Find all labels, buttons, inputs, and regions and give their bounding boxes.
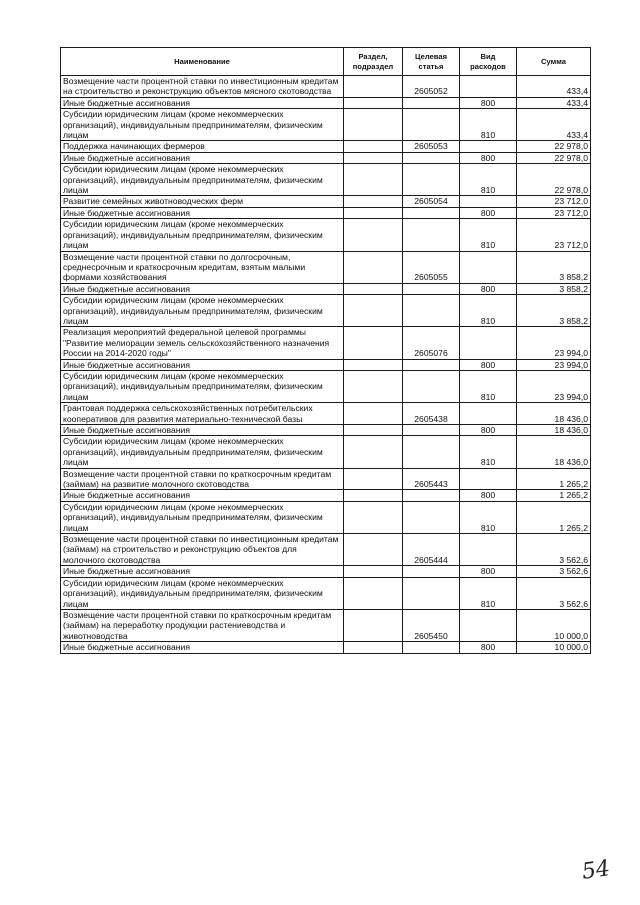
cell-target [403, 566, 460, 577]
table-row [61, 152, 591, 163]
cell-sum: 23 712,0 [517, 219, 591, 251]
table-row [61, 490, 591, 501]
cell-kind [460, 141, 517, 152]
cell-kind [460, 196, 517, 207]
cell-sum: 23 712,0 [517, 207, 591, 218]
cell-name: Субсидии юридическим лицам (кроме некоммерческих организаций), индивидуальным предпринимателям, физическим лицам [61, 109, 344, 141]
budget-table [60, 47, 591, 654]
table-row [61, 425, 591, 436]
table-row [61, 436, 591, 468]
cell-target [403, 642, 460, 653]
cell-kind: 800 [460, 97, 517, 108]
cell-target [403, 436, 460, 468]
cell-kind: 800 [460, 359, 517, 370]
cell-kind: 800 [460, 566, 517, 577]
cell-name: Иные бюджетные ассигнования [61, 207, 344, 218]
cell-target: 2605052 [403, 76, 460, 98]
cell-section [344, 490, 403, 501]
cell-section [344, 359, 403, 370]
cell-kind [460, 76, 517, 98]
cell-section [344, 196, 403, 207]
cell-sum: 1 265,2 [517, 490, 591, 501]
cell-target: 2605444 [403, 534, 460, 566]
cell-kind [460, 468, 517, 490]
cell-kind: 810 [460, 295, 517, 327]
cell-section [344, 403, 403, 425]
cell-section [344, 327, 403, 359]
cell-kind: 800 [460, 283, 517, 294]
cell-target [403, 577, 460, 609]
cell-name: Иные бюджетные ассигнования [61, 152, 344, 163]
cell-target: 2605076 [403, 327, 460, 359]
cell-sum: 1 265,2 [517, 468, 591, 490]
cell-target [403, 359, 460, 370]
cell-target [403, 152, 460, 163]
cell-target [403, 207, 460, 218]
table-row [61, 295, 591, 327]
cell-sum: 3 858,2 [517, 295, 591, 327]
cell-section [344, 370, 403, 402]
cell-target: 2605055 [403, 251, 460, 283]
page-number: 54 [580, 856, 612, 885]
cell-name: Иные бюджетные ассигнования [61, 97, 344, 108]
cell-sum: 3 562,6 [517, 577, 591, 609]
cell-name: Возмещение части процентной ставки по краткосрочным кредитам (займам) на развитие молочного скотоводства [61, 468, 344, 490]
cell-sum: 18 436,0 [517, 425, 591, 436]
cell-name: Субсидии юридическим лицам (кроме некоммерческих организаций), индивидуальным предпринимателям, физическим лицам [61, 577, 344, 609]
header-section: Раздел, подраздел [344, 48, 403, 76]
table-row [61, 251, 591, 283]
cell-kind: 800 [460, 152, 517, 163]
cell-kind: 800 [460, 207, 517, 218]
table-row [61, 109, 591, 141]
cell-section [344, 425, 403, 436]
header-target: Целевая статья [403, 48, 460, 76]
cell-name: Возмещение части процентной ставки по инвестиционным кредитам на строительство и реконструкцию объектов мясного скотоводства [61, 76, 344, 98]
cell-kind: 810 [460, 436, 517, 468]
cell-sum: 18 436,0 [517, 403, 591, 425]
cell-target: 2605443 [403, 468, 460, 490]
table-row [61, 207, 591, 218]
table-row [61, 609, 591, 641]
cell-target: 2605450 [403, 609, 460, 641]
table-row [61, 141, 591, 152]
cell-section [344, 164, 403, 196]
cell-name: Субсидии юридическим лицам (кроме некоммерческих организаций), индивидуальным предпринимателям, физическим лицам [61, 295, 344, 327]
cell-target [403, 109, 460, 141]
cell-name: Поддержка начинающих фермеров [61, 141, 344, 152]
cell-section [344, 219, 403, 251]
cell-name: Возмещение части процентной ставки по инвестиционным кредитам (займам) на строительство и реконструкцию объектов для молочного скотоводства [61, 534, 344, 566]
cell-target [403, 425, 460, 436]
table-row [61, 403, 591, 425]
cell-sum: 18 436,0 [517, 436, 591, 468]
cell-name: Иные бюджетные ассигнования [61, 490, 344, 501]
cell-section [344, 207, 403, 218]
cell-sum: 1 265,2 [517, 501, 591, 533]
cell-sum: 22 978,0 [517, 141, 591, 152]
cell-name: Субсидии юридическим лицам (кроме некоммерческих организаций), индивидуальным предпринимателям, физическим лицам [61, 370, 344, 402]
cell-sum: 10 000,0 [517, 609, 591, 641]
cell-section [344, 141, 403, 152]
table-row [61, 370, 591, 402]
table-row [61, 468, 591, 490]
cell-name: Иные бюджетные ассигнования [61, 642, 344, 653]
cell-sum: 22 978,0 [517, 152, 591, 163]
cell-kind: 810 [460, 370, 517, 402]
cell-sum: 433,4 [517, 76, 591, 98]
cell-section [344, 109, 403, 141]
cell-kind: 810 [460, 577, 517, 609]
cell-kind: 800 [460, 642, 517, 653]
cell-kind [460, 403, 517, 425]
header-sum: Сумма [517, 48, 591, 76]
cell-section [344, 566, 403, 577]
header-kind: Вид расходов [460, 48, 517, 76]
cell-sum: 3 562,6 [517, 566, 591, 577]
cell-kind: 800 [460, 490, 517, 501]
table-row [61, 359, 591, 370]
cell-kind [460, 534, 517, 566]
cell-section [344, 436, 403, 468]
cell-sum: 10 000,0 [517, 642, 591, 653]
table-row [61, 501, 591, 533]
cell-name: Субсидии юридическим лицам (кроме некоммерческих организаций), индивидуальным предпринимателям, физическим лицам [61, 501, 344, 533]
cell-sum: 433,4 [517, 109, 591, 141]
table-row [61, 566, 591, 577]
cell-kind: 800 [460, 425, 517, 436]
cell-kind [460, 251, 517, 283]
cell-sum: 22 978,0 [517, 164, 591, 196]
table-row [61, 577, 591, 609]
cell-section [344, 501, 403, 533]
cell-kind [460, 327, 517, 359]
table-row [61, 196, 591, 207]
cell-sum: 23 994,0 [517, 359, 591, 370]
table-row [61, 327, 591, 359]
cell-section [344, 251, 403, 283]
cell-name: Субсидии юридическим лицам (кроме некоммерческих организаций), индивидуальным предпринимателям, физическим лицам [61, 164, 344, 196]
table-row [61, 164, 591, 196]
cell-name: Иные бюджетные ассигнования [61, 359, 344, 370]
cell-name: Иные бюджетные ассигнования [61, 425, 344, 436]
cell-section [344, 97, 403, 108]
table-body [61, 76, 591, 654]
cell-sum: 23 994,0 [517, 327, 591, 359]
cell-sum: 3 858,2 [517, 251, 591, 283]
cell-section [344, 76, 403, 98]
cell-name: Развитие семейных животноводческих ферм [61, 196, 344, 207]
cell-target [403, 490, 460, 501]
cell-name: Реализация мероприятий федеральной целевой программы "Развитие мелиорации земель сельскохозяйственного назначения России на 2014-2020 годы" [61, 327, 344, 359]
cell-section [344, 609, 403, 641]
cell-name: Возмещение части процентной ставки по краткосрочным кредитам (займам) на переработку продукции растениеводства и животноводства [61, 609, 344, 641]
cell-target [403, 219, 460, 251]
cell-kind: 810 [460, 501, 517, 533]
cell-target [403, 164, 460, 196]
cell-section [344, 295, 403, 327]
budget-sheet [60, 47, 590, 654]
cell-name: Иные бюджетные ассигнования [61, 566, 344, 577]
cell-section [344, 152, 403, 163]
table-row [61, 283, 591, 294]
cell-target: 2605053 [403, 141, 460, 152]
cell-name: Возмещение части процентной ставки по долгосрочным, среднесрочным и краткосрочным кредитам, взятым малыми формами хозяйствования [61, 251, 344, 283]
cell-name: Иные бюджетные ассигнования [61, 283, 344, 294]
table-row [61, 76, 591, 98]
cell-kind: 810 [460, 164, 517, 196]
cell-target: 2605054 [403, 196, 460, 207]
cell-sum: 433,4 [517, 97, 591, 108]
cell-name: Субсидии юридическим лицам (кроме некоммерческих организаций), индивидуальным предпринимателям, физическим лицам [61, 219, 344, 251]
cell-sum: 23 994,0 [517, 370, 591, 402]
cell-section [344, 283, 403, 294]
cell-sum: 3 858,2 [517, 283, 591, 294]
cell-target [403, 97, 460, 108]
cell-section [344, 642, 403, 653]
cell-kind: 810 [460, 219, 517, 251]
cell-kind [460, 609, 517, 641]
cell-section [344, 534, 403, 566]
table-row [61, 642, 591, 653]
table-row [61, 97, 591, 108]
cell-target [403, 501, 460, 533]
cell-target: 2605438 [403, 403, 460, 425]
cell-section [344, 468, 403, 490]
cell-sum: 3 562,6 [517, 534, 591, 566]
header-name: Наименование [61, 48, 344, 76]
cell-target [403, 295, 460, 327]
cell-name: Субсидии юридическим лицам (кроме некоммерческих организаций), индивидуальным предпринимателям, физическим лицам [61, 436, 344, 468]
cell-kind: 810 [460, 109, 517, 141]
cell-section [344, 577, 403, 609]
cell-target [403, 283, 460, 294]
table-row [61, 534, 591, 566]
cell-name: Грантовая поддержка сельскохозяйственных потребительских кооперативов для развития материально-технической базы [61, 403, 344, 425]
cell-sum: 23 712,0 [517, 196, 591, 207]
table-header-row [61, 48, 591, 76]
table-row [61, 219, 591, 251]
cell-target [403, 370, 460, 402]
